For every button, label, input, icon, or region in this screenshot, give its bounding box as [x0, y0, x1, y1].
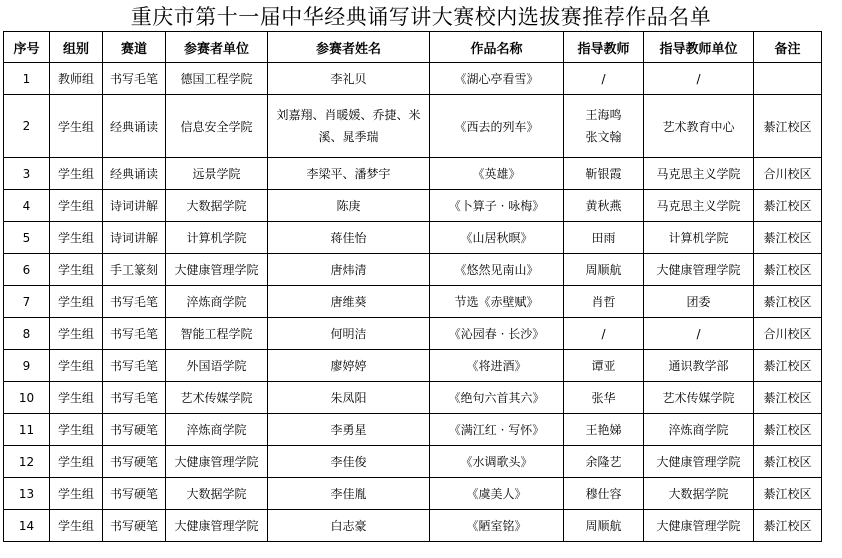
cell-advisor-unit: 大健康管理学院 [644, 254, 754, 286]
cell-advisor: 余隆艺 [564, 446, 644, 478]
cell-work-title: 《绝句六首其六》 [430, 382, 564, 414]
cell-group: 学生组 [50, 286, 103, 318]
cell-participant-unit: 大数据学院 [166, 478, 268, 510]
cell-track: 经典诵读 [103, 95, 166, 158]
cell-participant-name: 陈庚 [268, 190, 430, 222]
table-row [4, 382, 822, 414]
cell-work-title: 《卜算子 · 咏梅》 [430, 190, 564, 222]
cell-advisor-unit: 计算机学院 [644, 222, 754, 254]
header-participant-name: 参赛者姓名 [268, 32, 430, 63]
table-row [4, 254, 822, 286]
header-advisor: 指导教师 [564, 32, 644, 63]
cell-work-title: 《虞美人》 [430, 478, 564, 510]
cell-participant-unit: 大数据学院 [166, 190, 268, 222]
cell-participant-unit: 大健康管理学院 [166, 254, 268, 286]
cell-work-title: 《水调歌头》 [430, 446, 564, 478]
cell-group: 教师组 [50, 63, 103, 95]
cell-track: 书写毛笔 [103, 318, 166, 350]
cell-group: 学生组 [50, 414, 103, 446]
table-row [4, 63, 822, 95]
cell-remarks: 綦江校区 [754, 222, 822, 254]
cell-participant-unit: 智能工程学院 [166, 318, 268, 350]
table-body [4, 63, 822, 542]
cell-index: 3 [4, 158, 50, 190]
cell-index: 7 [4, 286, 50, 318]
cell-participant-unit: 大健康管理学院 [166, 446, 268, 478]
cell-track: 书写毛笔 [103, 350, 166, 382]
cell-participant-name: 李勇星 [268, 414, 430, 446]
cell-index: 2 [4, 95, 50, 158]
header-group: 组别 [50, 32, 103, 63]
header-work-title: 作品名称 [430, 32, 564, 63]
cell-remarks: 綦江校区 [754, 510, 822, 542]
cell-work-title: 《山居秋暝》 [430, 222, 564, 254]
table-row [4, 350, 822, 382]
cell-advisor-unit: / [644, 63, 754, 95]
cell-work-title: 《西去的列车》 [430, 95, 564, 158]
cell-advisor-unit: 团委 [644, 286, 754, 318]
cell-remarks: 綦江校区 [754, 350, 822, 382]
cell-group: 学生组 [50, 510, 103, 542]
cell-group: 学生组 [50, 95, 103, 158]
cell-track: 诗词讲解 [103, 190, 166, 222]
cell-track: 经典诵读 [103, 158, 166, 190]
cell-advisor: / [564, 318, 644, 350]
cell-participant-name: 廖婷婷 [268, 350, 430, 382]
cell-participant-name: 唐炜清 [268, 254, 430, 286]
cell-participant-name: 蒋佳怡 [268, 222, 430, 254]
cell-index: 8 [4, 318, 50, 350]
cell-advisor-unit: 艺术传媒学院 [644, 382, 754, 414]
cell-participant-unit: 远景学院 [166, 158, 268, 190]
cell-participant-unit: 艺术传媒学院 [166, 382, 268, 414]
cell-track: 书写毛笔 [103, 63, 166, 95]
cell-participant-name: 白志豪 [268, 510, 430, 542]
table-header-row [4, 32, 822, 63]
cell-advisor-line: 王海鸣 [585, 108, 622, 122]
cell-remarks: 合川校区 [754, 318, 822, 350]
header-participant-unit: 参赛者单位 [166, 32, 268, 63]
cell-work-title: 《沁园春 · 长沙》 [430, 318, 564, 350]
cell-participant-unit: 大健康管理学院 [166, 510, 268, 542]
cell-work-title: 《英雄》 [430, 158, 564, 190]
cell-remarks [754, 63, 822, 95]
cell-remarks: 綦江校区 [754, 254, 822, 286]
cell-advisor: 黄秋燕 [564, 190, 644, 222]
cell-advisor-unit: 大健康管理学院 [644, 446, 754, 478]
cell-participant-name: 李礼贝 [268, 63, 430, 95]
cell-group: 学生组 [50, 254, 103, 286]
cell-participant-name: 唐维葵 [268, 286, 430, 318]
cell-track: 书写硬笔 [103, 446, 166, 478]
cell-participant-name: 李佳俊 [268, 446, 430, 478]
cell-index: 11 [4, 414, 50, 446]
cell-index: 9 [4, 350, 50, 382]
cell-participant-name: 朱凤阳 [268, 382, 430, 414]
cell-advisor: 王艳娣 [564, 414, 644, 446]
table-row [4, 286, 822, 318]
cell-advisor: 周顺航 [564, 510, 644, 542]
cell-advisor-unit: 大数据学院 [644, 478, 754, 510]
cell-work-title: 《悠然见南山》 [430, 254, 564, 286]
cell-remarks: 綦江校区 [754, 286, 822, 318]
cell-track: 书写毛笔 [103, 286, 166, 318]
cell-participant-name: 刘嘉翔、肖暖媛、乔捷、米溪、晁季瑞 [268, 95, 430, 158]
cell-advisor-unit: 马克思主义学院 [644, 158, 754, 190]
cell-remarks: 綦江校区 [754, 95, 822, 158]
table-row [4, 414, 822, 446]
cell-advisor: 田雨 [564, 222, 644, 254]
cell-participant-unit: 信息安全学院 [166, 95, 268, 158]
cell-advisor-unit: 艺术教育中心 [644, 95, 754, 158]
cell-index: 5 [4, 222, 50, 254]
cell-advisor: 周顺航 [564, 254, 644, 286]
cell-work-title: 《满江红 · 写怀》 [430, 414, 564, 446]
cell-track: 书写硬笔 [103, 510, 166, 542]
cell-group: 学生组 [50, 318, 103, 350]
cell-index: 14 [4, 510, 50, 542]
cell-work-title: 《陋室铭》 [430, 510, 564, 542]
header-track: 赛道 [103, 32, 166, 63]
cell-index: 4 [4, 190, 50, 222]
cell-index: 10 [4, 382, 50, 414]
cell-track: 手工篆刻 [103, 254, 166, 286]
header-advisor-unit: 指导教师单位 [644, 32, 754, 63]
cell-index: 1 [4, 63, 50, 95]
document-title: 重庆市第十一届中华经典诵写讲大赛校内选拔赛推荐作品名单 [130, 5, 712, 29]
table-row [4, 446, 822, 478]
cell-participant-name: 何明洁 [268, 318, 430, 350]
cell-work-title: 节选《赤壁赋》 [430, 286, 564, 318]
cell-group: 学生组 [50, 222, 103, 254]
cell-participant-name: 李梁平、潘梦宇 [268, 158, 430, 190]
cell-advisor: 张华 [564, 382, 644, 414]
table-row [4, 478, 822, 510]
cell-participant-unit: 德国工程学院 [166, 63, 268, 95]
cell-advisor-unit: 大健康管理学院 [644, 510, 754, 542]
cell-track: 书写毛笔 [103, 382, 166, 414]
cell-participant-unit: 计算机学院 [166, 222, 268, 254]
table-row [4, 318, 822, 350]
cell-group: 学生组 [50, 350, 103, 382]
table-row [4, 95, 822, 158]
table-row [4, 190, 822, 222]
cell-advisor: 靳银霞 [564, 158, 644, 190]
cell-advisor-unit: 通识教学部 [644, 350, 754, 382]
cell-remarks: 綦江校区 [754, 414, 822, 446]
cell-participant-unit: 外国语学院 [166, 350, 268, 382]
cell-advisor-line: 张文翰 [585, 130, 622, 144]
recommendation-table [3, 31, 822, 542]
cell-remarks: 綦江校区 [754, 446, 822, 478]
cell-group: 学生组 [50, 190, 103, 222]
cell-participant-unit: 淬炼商学院 [166, 286, 268, 318]
cell-work-title: 《湖心亭看雪》 [430, 63, 564, 95]
cell-remarks: 綦江校区 [754, 190, 822, 222]
cell-advisor [564, 95, 644, 158]
cell-participant-name: 李佳胤 [268, 478, 430, 510]
cell-advisor-unit: 淬炼商学院 [644, 414, 754, 446]
cell-advisor: 肖哲 [564, 286, 644, 318]
cell-work-title: 《将进酒》 [430, 350, 564, 382]
cell-advisor-unit: 马克思主义学院 [644, 190, 754, 222]
cell-index: 13 [4, 478, 50, 510]
table-row [4, 510, 822, 542]
cell-advisor: 穆仕容 [564, 478, 644, 510]
cell-track: 书写硬笔 [103, 478, 166, 510]
header-index: 序号 [4, 32, 50, 63]
cell-track: 诗词讲解 [103, 222, 166, 254]
cell-remarks: 綦江校区 [754, 382, 822, 414]
cell-group: 学生组 [50, 382, 103, 414]
cell-group: 学生组 [50, 446, 103, 478]
cell-remarks: 綦江校区 [754, 478, 822, 510]
table-row [4, 222, 822, 254]
cell-advisor: 谭亚 [564, 350, 644, 382]
cell-advisor: / [564, 63, 644, 95]
cell-remarks: 合川校区 [754, 158, 822, 190]
cell-index: 12 [4, 446, 50, 478]
cell-group: 学生组 [50, 158, 103, 190]
cell-track: 书写硬笔 [103, 414, 166, 446]
cell-advisor-unit: / [644, 318, 754, 350]
table-row [4, 158, 822, 190]
header-remarks: 备注 [754, 32, 822, 63]
cell-index: 6 [4, 254, 50, 286]
cell-participant-unit: 淬炼商学院 [166, 414, 268, 446]
cell-group: 学生组 [50, 478, 103, 510]
